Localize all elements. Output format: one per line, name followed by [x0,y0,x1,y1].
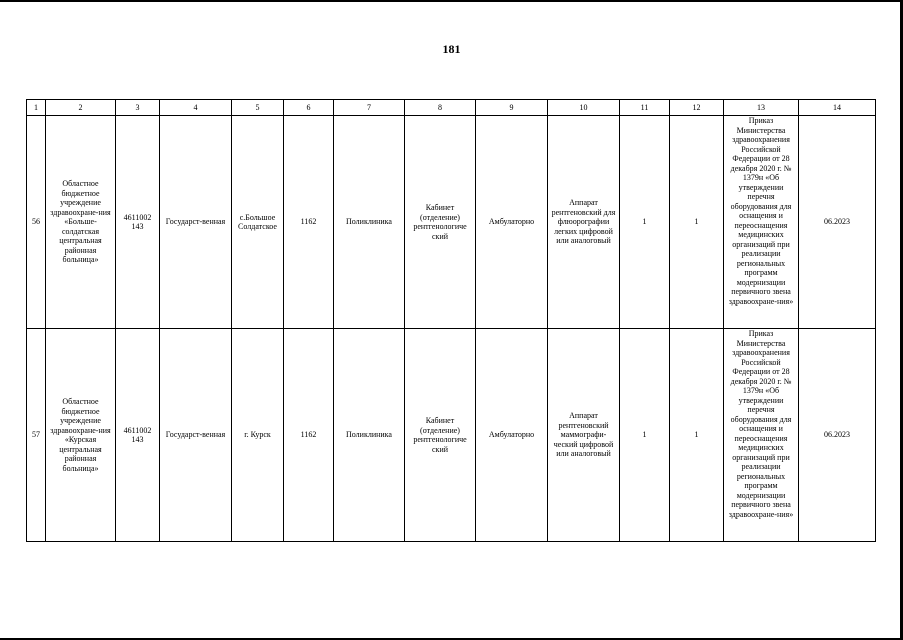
organization-code: 4611002 143 [116,116,160,329]
equipment-table [26,99,876,542]
row-number: 56 [27,116,46,329]
column-number: 11 [620,100,670,116]
legal-basis: Приказ Министерства здравоохранения Российской Федерации от 28 декабря 2020 г. № 1379н «Об утверждении перечня оборудования для оснащения и переоснащения медицинских организаций при реализации региональных программ модернизации первичного звена здравоохране-ния» [724,329,799,542]
care-conditions: Амбулаторно [476,116,548,329]
locality: с.Большое Солдатское [232,116,284,329]
page-border-top [0,0,903,2]
cabinet-type: Кабинет (отделение) рентгенологиче ский [405,116,476,329]
division-type: Поликлиника [334,116,405,329]
table-row [27,116,876,329]
column-number: 14 [799,100,876,116]
column-number: 1 [27,100,46,116]
table-row [27,329,876,542]
column-number: 13 [724,100,799,116]
column-number: 10 [548,100,620,116]
locality: г. Курск [232,329,284,542]
column-number: 12 [670,100,724,116]
quantity: 1 [620,329,670,542]
equipment-name: Аппарат рентгеновский маммографи-ческий цифровой или аналоговый [548,329,620,542]
column-number: 7 [334,100,405,116]
code-value: 1162 [284,116,334,329]
division-type: Поликлиника [334,329,405,542]
quantity: 1 [670,116,724,329]
column-number-row [27,100,876,116]
row-number: 57 [27,329,46,542]
quantity: 1 [620,116,670,329]
organization-code: 4611002 143 [116,329,160,542]
care-conditions: Амбулаторно [476,329,548,542]
deadline-date: 06.2023 [799,329,876,542]
column-number: 5 [232,100,284,116]
column-number: 8 [405,100,476,116]
equipment-name: Аппарат рентгеновский для флюорографии легких цифровой или аналоговый [548,116,620,329]
code-value: 1162 [284,329,334,542]
ownership-form: Государст-венная [160,116,232,329]
organization-name: Областное бюджетное учреждение здравоохране-ния «Курская центральная районная больница» [46,329,116,542]
ownership-form: Государст-венная [160,329,232,542]
quantity: 1 [670,329,724,542]
column-number: 6 [284,100,334,116]
column-number: 3 [116,100,160,116]
column-number: 9 [476,100,548,116]
page-number: 181 [442,42,461,56]
column-number: 2 [46,100,116,116]
legal-basis: Приказ Министерства здравоохранения Российской Федерации от 28 декабря 2020 г. № 1379н «Об утверждении перечня оборудования для оснащения и переоснащения медицинских организаций при реализации региональных программ модернизации первичного звена здравоохране-ния» [724,116,799,329]
cabinet-type: Кабинет (отделение) рентгенологиче ский [405,329,476,542]
organization-name: Областное бюджетное учреждение здравоохране-ния «Больше-солдатская центральная районная больница» [46,116,116,329]
column-number: 4 [160,100,232,116]
deadline-date: 06.2023 [799,116,876,329]
